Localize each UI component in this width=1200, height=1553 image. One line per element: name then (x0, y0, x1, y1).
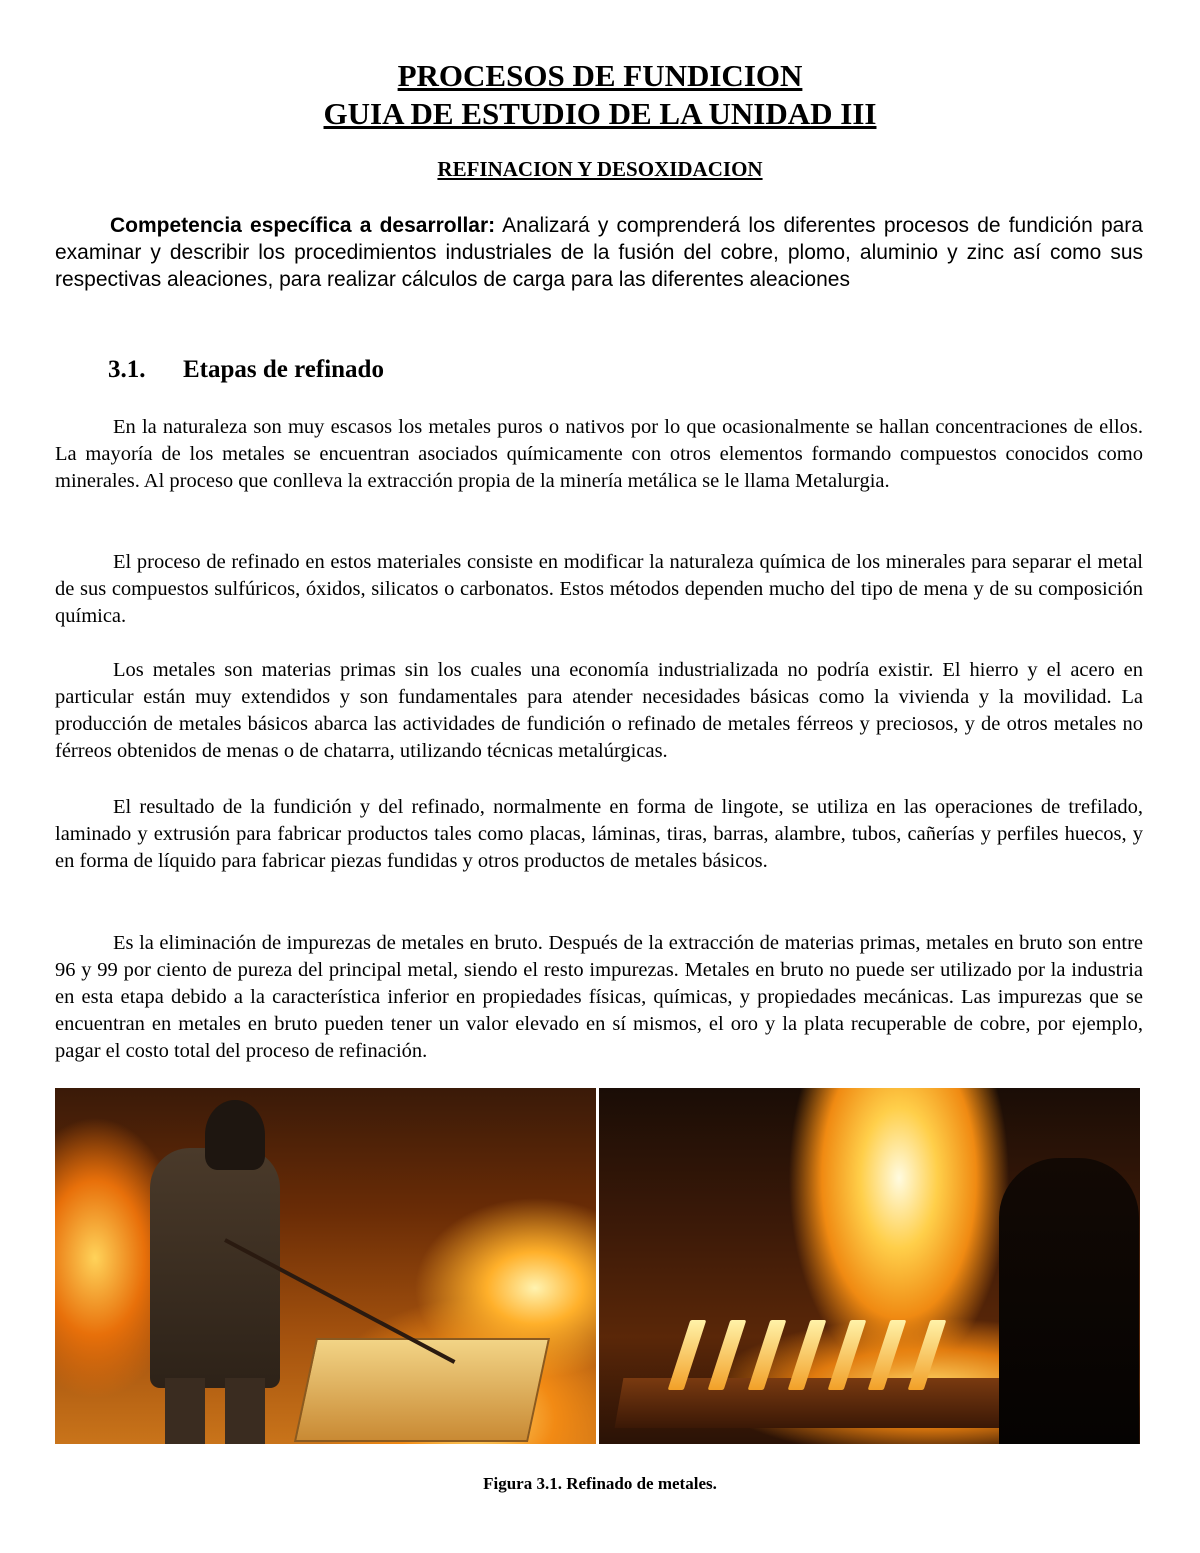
figure-caption: Figura 3.1. Refinado de metales. (483, 1474, 717, 1493)
document-title: PROCESOS DE FUNDICION (397, 58, 803, 93)
body-paragraph: Los metales son materias primas sin los cuales una economía industrializada no podría existir. El hierro y el acero en particular están muy extendidos y son fundamentales para atender necesidades básicas como la vivienda y la movilidad. La producción de metales básicos abarca las actividades de fundición o refinado de metales férreos y preciosos, y de otros metales no férreos obtenidos de menas o de chatarra, utilizando técnicas metalúrgicas. (55, 659, 1143, 762)
worker-legs (165, 1378, 265, 1444)
competencia-paragraph (55, 212, 1143, 293)
competencia-label: Competencia específica a desarrollar: (110, 214, 496, 237)
worker-silhouette (150, 1148, 280, 1388)
section-title: Etapas de refinado (183, 356, 384, 383)
photo-worker-pouring-metal (55, 1088, 596, 1444)
mold-shape (294, 1338, 550, 1442)
body-paragraph: Es la eliminación de impurezas de metales en bruto. Después de la extracción de materias primas, metales en bruto son entre 96 y 99 por ciento de pureza del principal metal, siendo el resto impurezas. Metales en bruto no puede ser utilizado por la industria en esta etapa debido a la característica inferior en propiedades físicas, químicas, y propiedades mecánicas. Las impurezas que se encuentran en metales en bruto pueden tener un valor elevado en sí mismos, el oro y la plata recuperable de cobre, por ejemplo, pagar el costo total del proceso de refinación. (55, 932, 1143, 1062)
competencia-text: Analizará y comprenderá los diferentes procesos de fundición para examinar y describir los procedimientos industriales de la fusión del cobre, plomo, aluminio y zinc así como sus respectivas aleaciones, para realizar cálculos de carga para las diferentes aleaciones (55, 214, 1143, 291)
section-number: 3.1. (108, 356, 146, 383)
section-heading (108, 355, 384, 385)
worker-helmet (205, 1100, 265, 1170)
body-paragraph: En la naturaleza son muy escasos los metales puros o nativos por lo que ocasionalmente se hallan concentraciones de ellos. La mayoría de los metales se encuentran asociados químicamente con otros elementos formando compuestos conocidos como minerales. Al proceso que conlleva la extracción propia de la minería metálica se le llama Metalurgia. (55, 416, 1143, 492)
section-topic: REFINACION Y DESOXIDACION (437, 157, 763, 181)
document-subtitle: GUIA DE ESTUDIO DE LA UNIDAD III (323, 96, 877, 131)
worker-silhouette (999, 1158, 1139, 1444)
photo-molten-metal-casting (599, 1088, 1140, 1444)
body-paragraph: El resultado de la fundición y del refinado, normalmente en forma de lingote, se utiliza en las operaciones de trefilado, laminado y extrusión para fabricar productos tales como placas, láminas, tiras, barras, alambre, tubos, cañerías y perfiles huecos, y en forma de líquido para fabricar piezas fundidas y otros productos de metales básicos. (55, 796, 1143, 872)
body-paragraph: El proceso de refinado en estos materiales consiste en modificar la naturaleza química de los minerales para separar el metal de sus compuestos sulfúricos, óxidos, silicatos o carbonatos. Estos métodos dependen mucho del tipo de mena y de su composición química. (55, 551, 1143, 627)
